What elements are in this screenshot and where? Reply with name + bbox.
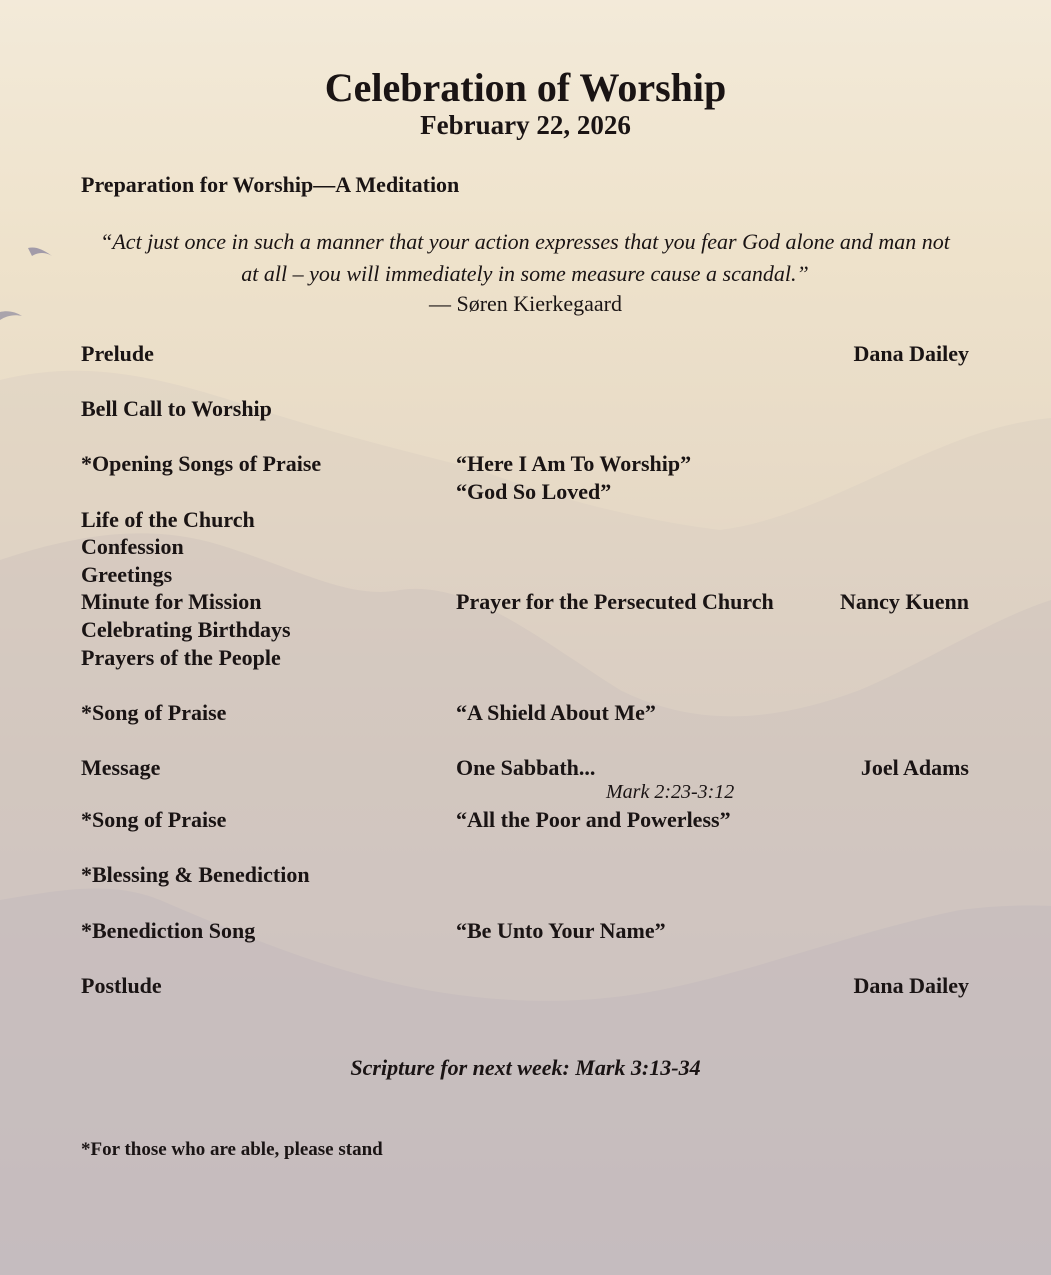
- order-item-blessing: *Blessing & Benediction: [81, 862, 310, 887]
- mission-detail: Prayer for the Persecuted Church: [456, 589, 774, 614]
- song-title: “Here I Am To Worship”: [456, 451, 692, 476]
- order-item-song-of-praise: *Song of Praise: [81, 700, 227, 725]
- meditation-quote: [81, 226, 969, 290]
- song-title: “A Shield About Me”: [456, 700, 656, 725]
- quote-line: at all – you will immediately in some measure cause a scandal.”: [241, 261, 809, 286]
- order-item-opening-songs: *Opening Songs of Praise: [81, 451, 322, 476]
- meditation-heading: Preparation for Worship—A Meditation: [81, 172, 460, 197]
- order-item-life-of-church: Life of the Church: [81, 507, 255, 532]
- order-item-confession: Confession: [81, 534, 184, 559]
- song-title: “Be Unto Your Name”: [456, 918, 666, 943]
- stand-note: *For those who are able, please stand: [81, 1139, 383, 1160]
- order-item-message: Message: [81, 755, 161, 780]
- service-date: February 22, 2026: [420, 110, 631, 140]
- order-item-song-of-praise: *Song of Praise: [81, 807, 227, 832]
- order-item-benediction-song: *Benediction Song: [81, 918, 256, 943]
- quote-line: “Act just once in such a manner that your action expresses that you fear God alone and man not: [100, 229, 950, 254]
- page-title: Celebration of Worship: [324, 65, 727, 110]
- leader-postlude: Dana Dailey: [853, 973, 969, 998]
- scripture-reference: Mark 2:23-3:12: [606, 781, 735, 803]
- leader-prelude: Dana Dailey: [853, 341, 969, 366]
- order-item-postlude: Postlude: [81, 973, 162, 998]
- song-title: “All the Poor and Powerless”: [456, 807, 731, 832]
- order-item-prayers: Prayers of the People: [81, 645, 281, 670]
- order-item-bell-call: Bell Call to Worship: [81, 396, 272, 421]
- order-item-minute-for-mission: Minute for Mission: [81, 589, 262, 614]
- song-title: “God So Loved”: [456, 479, 612, 504]
- quote-attribution: — Søren Kierkegaard: [428, 291, 623, 316]
- message-title: One Sabbath...: [456, 755, 596, 780]
- order-item-greetings: Greetings: [81, 562, 173, 587]
- leader-mission: Nancy Kuenn: [840, 589, 969, 614]
- order-item-prelude: Prelude: [81, 341, 154, 366]
- next-week-scripture: Scripture for next week: Mark 3:13-34: [350, 1055, 701, 1080]
- leader-message: Joel Adams: [860, 755, 969, 780]
- order-item-birthdays: Celebrating Birthdays: [81, 617, 291, 642]
